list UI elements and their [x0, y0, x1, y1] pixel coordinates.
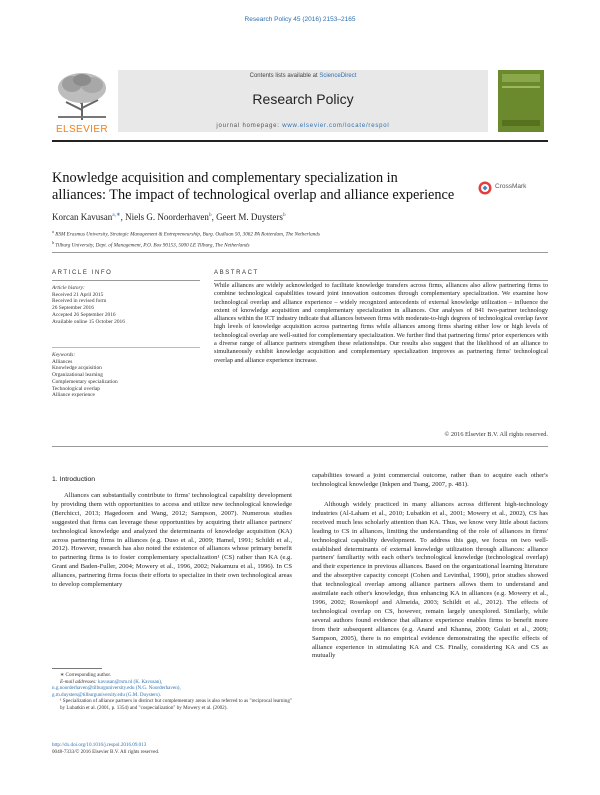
- history-item: 26 September 2016: [52, 305, 94, 312]
- issn-line: 0048-7333/© 2016 Elsevier B.V. All rights reserved.: [52, 748, 160, 755]
- journal-cover-image: [498, 70, 544, 132]
- keywords: [52, 352, 200, 399]
- section-heading-introduction: 1. Introduction: [52, 476, 96, 483]
- keyword-item: Organizational learning: [52, 372, 103, 379]
- abstract-label: ABSTRACT: [214, 270, 259, 276]
- article-title: [52, 170, 492, 204]
- history-item: Received in revised form: [52, 298, 107, 305]
- affiliation-b: Tilburg University, Dept. of Management, P.O. Box 90153, 5000 LE Tilburg, The Netherlands: [55, 242, 250, 249]
- article-history: [52, 285, 200, 325]
- email-link-3[interactable]: g.m.duysters@tilburguniversity.edu (G.M. Duysters).: [52, 691, 161, 698]
- title-line-2: alliances: The impact of technological overlap and alliance experience: [52, 187, 455, 203]
- sciencedirect-link[interactable]: ScienceDirect: [319, 73, 357, 79]
- doi-link[interactable]: http://dx.doi.org/10.1016/j.respol.2016.09.013: [52, 742, 147, 748]
- journal-citation[interactable]: Research Policy 45 (2016) 2153–2165: [244, 16, 356, 23]
- crossmark-badge[interactable]: [478, 181, 548, 195]
- contents-text: Contents lists available at: [249, 73, 320, 79]
- abstract-copyright: © 2016 Elsevier B.V. All rights reserved.: [444, 431, 548, 438]
- affiliation-a: RSM Erasmus University, Strategic Management & Entrepreneurship, Burg. Oudlaan 50, 3062 PA Rotterdam, The Netherlands: [55, 231, 320, 238]
- author-2: Niels G. Noorderhaven: [125, 212, 209, 222]
- email-link-2[interactable]: n.g.noorderhaven@tilburguniversity.edu (N.G. Noorderhaven),: [52, 685, 181, 692]
- title-line-1: Knowledge acquisition and complementary specialization in: [52, 170, 398, 186]
- footnote-1: ¹ Specialization of alliance partners in distinct but complementary areas is also referred to as "reciprocal learning" by Lubatkin et al. (2001, p. 1354) and "cospecialization" by Mowery et al. (2002).: [60, 698, 292, 711]
- keyword-item: Technological overlap: [52, 385, 100, 392]
- abstract-bottom-rule: [52, 446, 548, 447]
- author-3-affiliation[interactable]: b: [282, 212, 286, 218]
- author-2-affiliation[interactable]: b: [208, 212, 212, 218]
- author-3: Geert M. Duysters: [216, 212, 283, 222]
- abstract-rule: [214, 280, 548, 281]
- author-1-affiliation[interactable]: a,∗: [112, 212, 121, 218]
- footnote-rule: [52, 668, 102, 669]
- article-info-rule: [52, 280, 200, 281]
- keywords-rule: [52, 347, 200, 348]
- history-item: Accepted 26 September 2016: [52, 311, 116, 318]
- doi-block: [52, 742, 352, 755]
- intro-paragraph-1-continued: capabilities toward a joint commercial outcome, rather than to acquire each other's technological knowledge (Inkpen and Tsang, 2007, p. 481).: [312, 472, 548, 488]
- abstract-text: While alliances are widely acknowledged to facilitate knowledge transfers across firms, alliances also allow partnering firms to combine technological capabilities toward joint innovation outcomes through complementary specialization. We examine how technological overlap and alliance experience – widely recognized antecedents of external knowledge utilization – influence the extent of knowledge acquisition and complementary specialization in alliances. Our analyses of 841 two-partner technology alliances within the ICT industry indicate that alliances between firms with moderate-to-high degrees of technological overlap favor high levels of knowledge acquisition across partnering firms while alliances among firms sharing either low or high levels of technological overlap are well-suited for complementary specialization. We further find that partnering firms' prior experiences with a diverse range of alliance partners strengthen these relationships. Our results also suggest that the likelihood of an alliance to simultaneously exhibit knowledge acquisition and complementary specialization improves as partnering firms' technological overlap and alliance experience increase.: [214, 282, 548, 364]
- article-info-label: ARTICLE INFO: [52, 270, 113, 276]
- footnotes: [52, 672, 292, 712]
- keywords-label: Keywords:: [52, 352, 76, 358]
- journal-homepage: [118, 123, 488, 129]
- author-1: Korcan Kavusan: [52, 212, 113, 222]
- elsevier-tree-logo: [52, 70, 112, 132]
- keyword-item: Knowledge acquisition: [52, 365, 102, 372]
- intro-paragraph-2: Although widely practiced in many alliances across different high-technology industries (Al-Laham et al., 2010; Lubatkin et al., 2001; Mowery et al., 2002), CS has received much less scholarly attention than KA. Thus, we know very little about factors leading to CS in alliances, limiting the understanding of the role of alliances in firms' technological capability development. To address this gap, we focus on two well-established determinants of external knowledge utilization through alliances: alliance partners' familiarity with each other's technological knowledge (technological overlap) and their experience in previous alliances. Based on the organizational learning literature and the absorptive capacity concept (Cohen and Levinthal, 1990), prior studies showed that technological overlap among alliance partners allows them to understand and assimilate each other's knowledge, thus enhancing KA in alliances (e.g. Mowery et al., 1996, 2002; Rosenkopf and Almeida, 2003; Schildt et al., 2012). The effects of technological overlap on CS, however, remain largely unexplored. Similarly, while several authors found evidence that alliance experience enables firms to benefit more from their subsequent alliances (e.g. Anand and Khanna, 2000; Gulati et al., 2009; Sampson, 2005), there is no empirical evidence demonstrating the specific effects of alliance experience in stimulating KA and CS. Finally, considering KA and CS as mutually: [312, 501, 548, 660]
- homepage-label: journal homepage:: [216, 123, 283, 129]
- contents-line: [118, 73, 488, 79]
- crossmark-label: CrossMark: [495, 183, 527, 190]
- corresponding-author: ∗ Corresponding author.: [60, 672, 112, 678]
- email-link-1[interactable]: kavusan@rsm.nl (K. Kavusan),: [98, 678, 163, 685]
- keyword-item: Alliance experience: [52, 392, 95, 399]
- intro-paragraph-1: Alliances can substantially contribute to firms' technological capability development by providing them with opportunities to access and utilize new technological knowledge (Berchicci, 2013; Hagedoorn and Wang, 2012; Sampson, 2007). Numerous studies suggested that firms can leverage these opportunities by acquiring their alliance partners' technological knowledge and analyzed the determinants of knowledge acquisition (KA) across partnering firms in alliances (e.g. Duso et al., 2009; Hamel, 1991; Schildt et al., 2012). However, research has also noted the existence of alliances whose primary benefit to partnering firms is to foster complementary specialization¹ (CS) rather than KA (e.g. Grant and Baden-Fuller, 2004; Mowery et al., 1996, 2002; Nakamura et al., 1996). In CS alliances, partnering firms focus their efforts to specialize in their own technological areas to develop complementary: [52, 492, 292, 589]
- email-label: E-mail addresses:: [60, 678, 99, 685]
- homepage-link[interactable]: www.elsevier.com/locate/respol: [282, 123, 390, 129]
- header-rule: [52, 140, 548, 142]
- history-label: Article history:: [52, 285, 85, 291]
- affiliations: $^a$ RSM Erasmus University, Strategic Management & Entrepreneurship, Burg. Oudlaan 50, 3062 PA Rotterdam, The Netherlands $^b$ Tilburg University, Dept. of Management, P.O. Box 90153, 5000 LE Tilburg, The Netherlands: [52, 229, 320, 249]
- affiliation-rule: [52, 252, 548, 253]
- history-item: Received 21 April 2015: [52, 291, 104, 298]
- keyword-item: Complementary specialization: [52, 378, 118, 385]
- crossmark-icon: [478, 181, 492, 195]
- journal-title: Research Policy: [252, 91, 354, 107]
- author-list: Korcan Kavusan$^{a,∗}$, Niels G. Noorderhaven$^b$, Geert M. Duysters$^b$: [52, 212, 286, 222]
- history-item: Available online 15 October 2016: [52, 318, 125, 325]
- publisher-name: ELSEVIER: [55, 124, 109, 135]
- keyword-item: Alliances: [52, 358, 73, 365]
